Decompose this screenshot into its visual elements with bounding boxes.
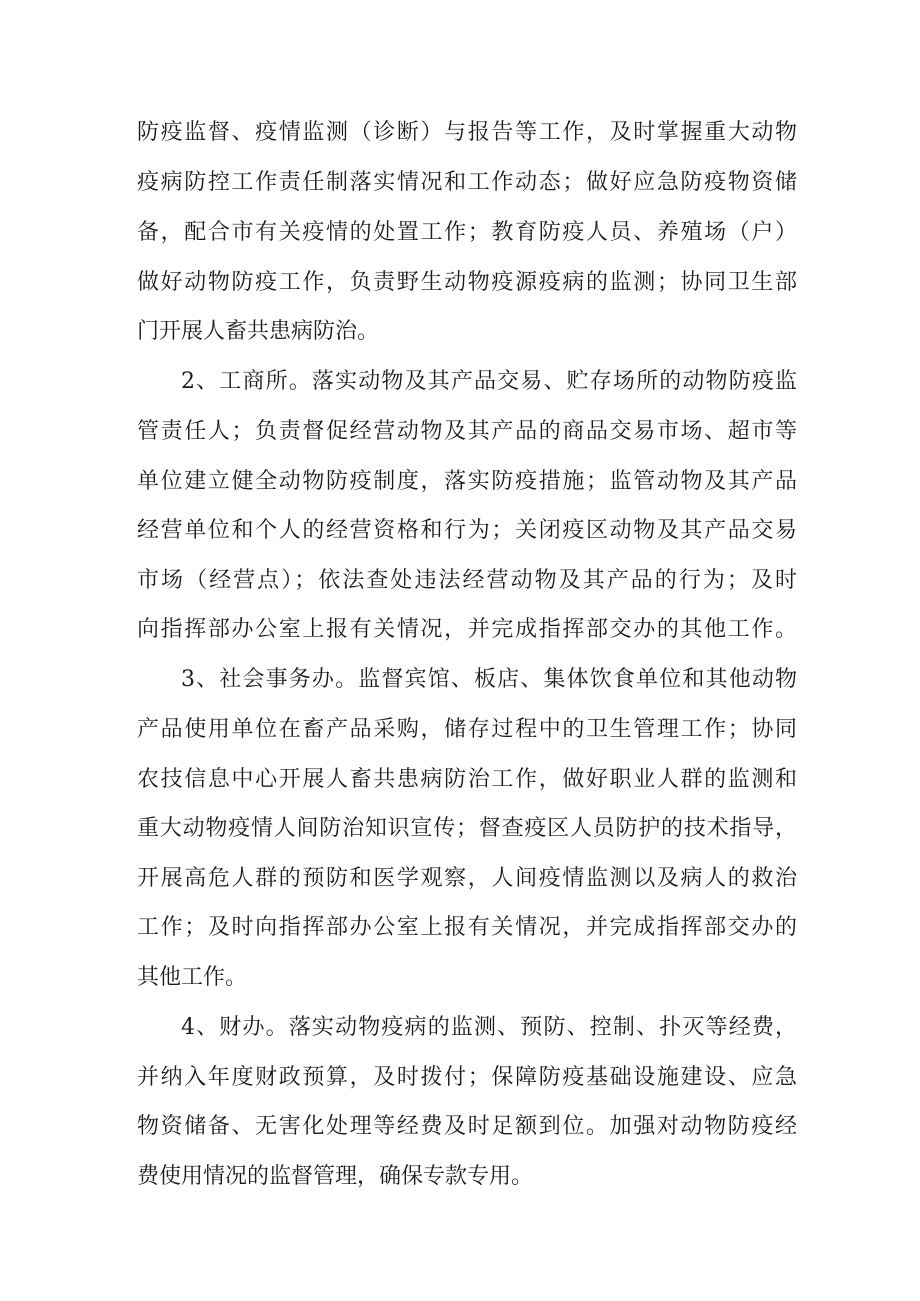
paragraph-line: 工作；及时向指挥部办公室上报有关情况，并完成指挥部交办的 <box>137 915 797 940</box>
paragraph-line: 门开展人畜共患病防治。 <box>137 319 380 344</box>
paragraph-line: 重大动物疫情人间防治知识宣传；督查疫区人员防护的技术指导， <box>137 816 797 841</box>
paragraph-line: 备，配合市有关疫情的处置工作；教育防疫人员、养殖场（户） <box>137 220 797 245</box>
paragraph-line: 费使用情况的监督管理，确保专款专用。 <box>137 1164 534 1189</box>
paragraph-line: 管责任人；负责督促经营动物及其产品的商品交易市场、超市等 <box>137 419 797 444</box>
paragraph-line: 产品使用单位在畜产品采购，储存过程中的卫生管理工作；协同 <box>137 717 797 742</box>
paragraph-line: 向指挥部办公室上报有关情况，并完成指挥部交办的其他工作。 <box>137 617 797 642</box>
paragraph-line: 开展高危人群的预防和医学观察，人间疫情监测以及病人的救治 <box>137 866 797 891</box>
paragraph-line: 其他工作。 <box>137 965 248 990</box>
paragraph-line: 防疫监督、疫情监测（诊断）与报告等工作，及时掌握重大动物 <box>137 120 797 145</box>
paragraph-line: 农技信息中心开展人畜共患病防治工作，做好职业人群的监测和 <box>137 767 797 792</box>
paragraph-line: 4、财办。落实动物疫病的监测、预防、控制、扑灭等经费， <box>181 1015 797 1040</box>
paragraph-line: 2、工商所。落实动物及其产品交易、贮存场所的动物防疫监 <box>181 369 797 394</box>
paragraph-line: 3、社会事务办。监督宾馆、板店、集体饮食单位和其他动物 <box>181 667 797 692</box>
paragraph-line: 经营单位和个人的经营资格和行为；关闭疫区动物及其产品交易 <box>137 518 797 543</box>
paragraph-line: 并纳入年度财政预算，及时拨付；保障防疫基础设施建设、应急 <box>137 1065 797 1090</box>
paragraph-line: 市场（经营点）；依法查处违法经营动物及其产品的行为；及时 <box>137 568 797 593</box>
paragraph-line: 物资储备、无害化处理等经费及时足额到位。加强对动物防疫经 <box>137 1114 797 1139</box>
paragraph-line: 疫病防控工作责任制落实情况和工作动态；做好应急防疫物资储 <box>137 170 797 195</box>
paragraph-line: 做好动物防疫工作，负责野生动物疫源疫病的监测；协同卫生部 <box>137 270 797 295</box>
paragraph-line: 单位建立健全动物防疫制度，落实防疫措施；监管动物及其产品 <box>137 469 797 494</box>
